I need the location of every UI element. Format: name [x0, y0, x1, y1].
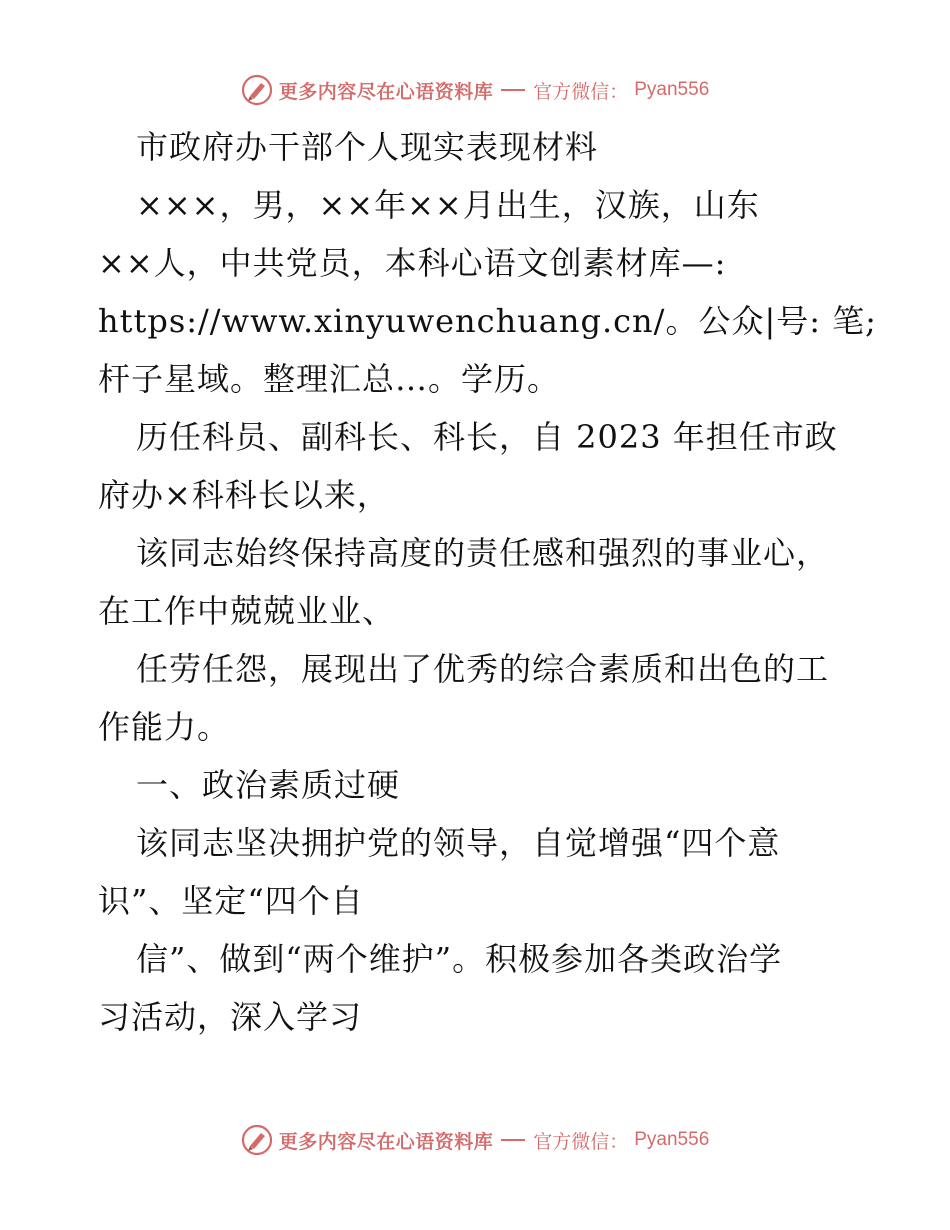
banner-dash: [501, 89, 525, 91]
pen-logo-icon: [241, 74, 273, 106]
paragraph-line: 习活动，深入学习: [98, 998, 363, 1036]
banner-text: 更多内容尽在心语资料库: [278, 1130, 494, 1153]
paragraph-line: 府办×科科长以来，: [98, 476, 390, 514]
banner-dash: [501, 1139, 525, 1141]
banner-wechat-id: Pyan556: [634, 79, 710, 100]
paragraph-line: ×××，男，××年××月出生，汉族，山东: [136, 186, 760, 224]
banner-wechat-label: 官方微信：: [533, 80, 629, 103]
paragraph-line: 该同志坚决拥护党的领导，自觉增强“四个意: [136, 824, 781, 862]
footer-banner: [0, 1120, 950, 1160]
paragraph-line: 信”、做到“两个维护”。积极参加各类政治学: [136, 940, 783, 978]
banner-wechat-id: Pyan556: [634, 1129, 710, 1150]
paragraph-line: 识”、坚定“四个自: [98, 882, 364, 920]
document-body: [98, 118, 877, 1046]
paragraph-line: 杆子星域。整理汇总…。学历。: [98, 360, 561, 398]
paragraph-line: 历任科员、副科长、科长，自 2023 年担任市政: [136, 418, 838, 456]
paragraph-line: https://www.xinyuwenchuang.cn/。公众|号: 笔;: [98, 302, 877, 340]
pen-logo-icon: [241, 1124, 273, 1156]
paragraph-line: 在工作中兢兢业业、: [98, 592, 396, 630]
header-banner: [0, 70, 950, 110]
paragraph-line: 任劳任怨，展现出了优秀的综合素质和出色的工: [136, 650, 830, 688]
paragraph-line: ××人，中共党员，本科心语文创素材库—:: [98, 244, 727, 282]
section-heading: 一、政治素质过硬: [136, 766, 401, 804]
banner-wechat-label: 官方微信：: [533, 1130, 629, 1153]
document-title: 市政府办干部个人现实表现材料: [136, 128, 599, 166]
paragraph-line: 该同志始终保持高度的责任感和强烈的事业心，: [136, 534, 830, 572]
banner-text: 更多内容尽在心语资料库: [278, 80, 494, 103]
paragraph-line: 作能力。: [98, 708, 231, 746]
